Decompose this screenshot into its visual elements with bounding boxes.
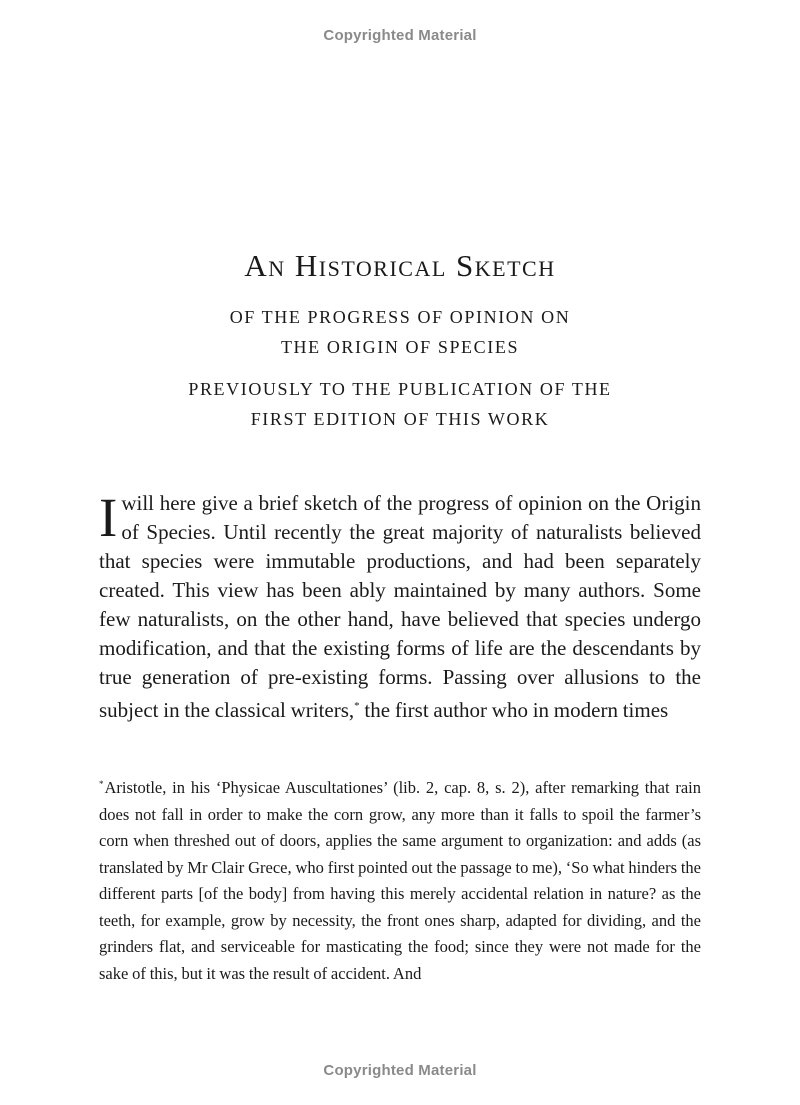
copyright-watermark-bottom: Copyrighted Material xyxy=(323,1062,477,1079)
footnote-marker: * xyxy=(99,779,104,789)
sub-subtitle-line: FIRST EDITION OF THIS WORK xyxy=(250,409,550,429)
chapter-sub-subtitle xyxy=(0,374,800,434)
body-text-continuation: the first author who in modern times xyxy=(359,698,669,722)
subtitle-line: OF THE PROGRESS OF OPINION ON xyxy=(229,307,571,327)
footnote-reference: * xyxy=(354,700,360,712)
chapter-subtitle xyxy=(0,302,800,362)
sub-subtitle-line: PREVIOUSLY TO THE PUBLICATION OF THE xyxy=(188,379,612,399)
copyright-watermark-top: Copyrighted Material xyxy=(323,27,477,44)
footnote-text: Aristotle, in his ‘Physicae Auscultationes’ (lib. 2, cap. 8, s. 2), after remarking that rain does not fall in order to make the corn grow, any more than it falls to spoil the farmer’s corn when threshed out of doors, applies the same argument to organization: and adds (as translated by Mr Clair Grece, who first pointed out the passage to me), ‘So what hinders the different parts [of the body] from having this merely accidental relation in nature? as the teeth, for example, grow by necessity, the front ones sharp, adapted for dividing, and the grinders flat, and serviceable for masticating the food; since they were not made for the sake of this, but it was the result of accident. And xyxy=(99,778,701,983)
subtitle-line: THE ORIGIN OF SPECIES xyxy=(280,337,520,357)
body-paragraph xyxy=(99,489,701,725)
body-text-main: will here give a brief sketch of the progress of opinion on the Origin of Species. Until recently the great majority of naturalists believed that species were immutable productions, and had been separately created. This view has been ably maintained by many authors. Some few naturalists, on the other hand, have believed that species undergo modification, and that the existing forms of life are the descendants by true generation of pre-existing forms. Passing over allusions to the subject in the classical writers, xyxy=(99,491,701,722)
drop-cap: I xyxy=(99,487,118,548)
footnote xyxy=(99,771,701,987)
chapter-title: An Historical Sketch xyxy=(244,248,556,283)
